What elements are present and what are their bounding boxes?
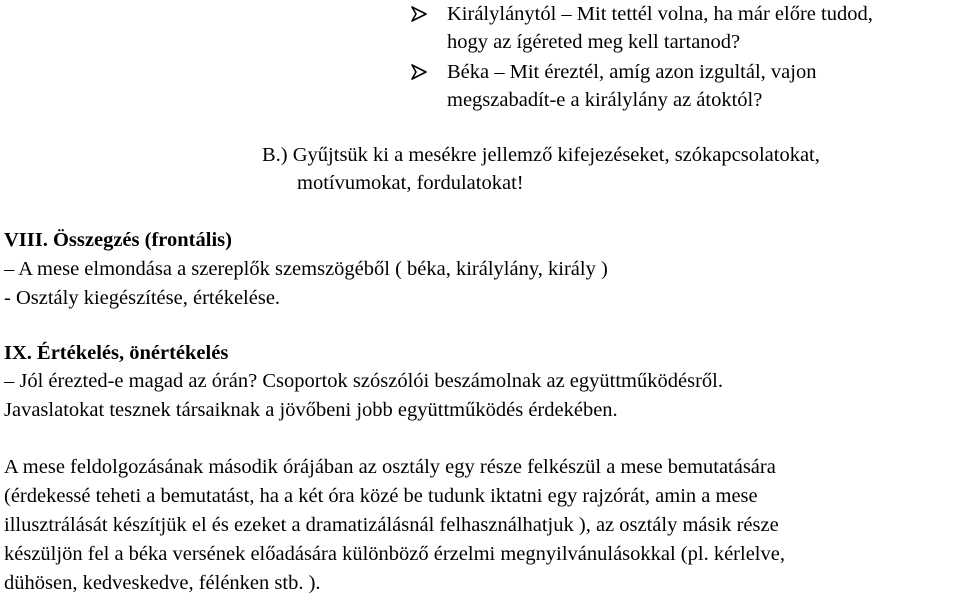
paragraph-line-4: készüljön fel a béka versének előadására különböző érzelmi megnyilvánulásokkal (pl. kérlelve,: [4, 543, 785, 565]
section-viii-line-1: – A mese elmondása a szereplők szemszögéből ( béka, királylány, király ): [4, 258, 608, 280]
section-ix-line-2: Javaslatokat tesznek társaiknak a jövőbeni jobb együttműködés érdekében.: [4, 399, 618, 421]
bullet-1-line-2: hogy az ígéreted meg kell tartanod?: [447, 31, 741, 53]
section-viii-line-2: - Osztály kiegészítése, értékelése.: [4, 287, 281, 309]
arrow-bullet-icon: [411, 6, 427, 22]
section-b-line-1: B.) Gyűjtsük ki a mesékre jellemző kifejezéseket, szókapcsolatokat,: [262, 144, 820, 166]
section-ix-heading: IX. Értékelés, önértékelés: [4, 342, 229, 364]
bullet-2-line-1: Béka – Mit éreztél, amíg azon izgultál, vajon: [447, 61, 817, 83]
paragraph-line-2: (érdekessé teheti a bemutatást, ha a két óra közé be tudunk iktatni egy rajzórát, amin a mese: [4, 485, 758, 507]
section-viii-heading: VIII. Összegzés (frontális): [4, 229, 232, 251]
section-b-line-2: motívumokat, fordulatokat!: [297, 172, 524, 194]
section-ix-line-1: – Jól érezted-e magad az órán? Csoportok szószólói beszámolnak az együttműködésről.: [4, 370, 723, 392]
bullet-1-line-1: Királylánytól – Mit tettél volna, ha már előre tudod,: [447, 3, 873, 25]
paragraph-line-5: dühösen, kedveskedve, félénken stb. ).: [4, 572, 321, 594]
paragraph-line-3: illusztrálását készítjük el és ezeket a dramatizálásnál felhasználhatjuk ), az osztály másik része: [4, 514, 779, 536]
arrow-bullet-icon: [411, 64, 427, 80]
bullet-2-line-2: megszabadít-e a királylány az átoktól?: [447, 89, 763, 111]
paragraph-line-1: A mese feldolgozásának második órájában az osztály egy része felkészül a mese bemutatására: [4, 456, 776, 478]
